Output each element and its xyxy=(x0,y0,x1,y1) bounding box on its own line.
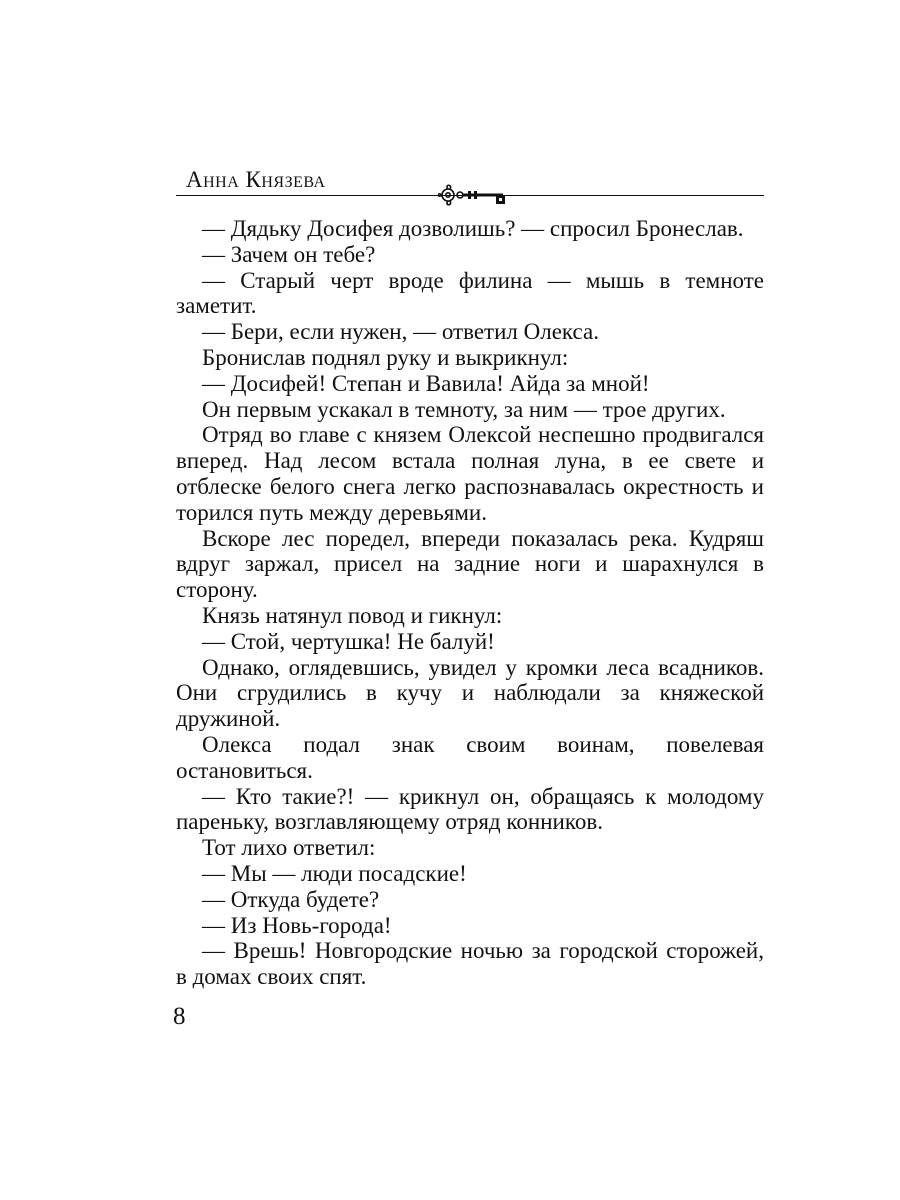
paragraph: — Кто такие?! — крикнул он, обращаясь к молодому пареньку, возглавляющему отряд конников. xyxy=(176,783,764,835)
body-text xyxy=(176,216,764,990)
paragraph: — Дядьку Досифея дозволишь? — спросил Бронеслав. xyxy=(202,216,744,241)
paragraph: — Мы — люди посадские! xyxy=(202,860,467,886)
paragraph: — Стой, чертушка! Не балуй! xyxy=(202,628,495,654)
paragraph: Бронислав поднял руку и выкрикнул: xyxy=(202,344,569,370)
paragraph: Тот лихо ответил: xyxy=(202,835,376,861)
paragraph: — Досифей! Степан и Вавила! Айда за мной! xyxy=(202,370,650,396)
key-icon xyxy=(438,180,516,210)
paragraph: Вскоре лес поредел, впереди показалась река. Кудряш вдруг заржал, присел на задние ноги и шарахнулся в сторону. xyxy=(176,525,764,603)
paragraph: — Зачем он тебе? xyxy=(202,241,376,267)
paragraph: Он первым ускакал в темноту, за ним — трое других. xyxy=(202,396,726,422)
paragraph: Князь натянул повод и гикнул: xyxy=(202,602,503,628)
paragraph: Олекса подал знак своим воинам, повелевая остановиться. xyxy=(176,731,764,783)
paragraph: — Бери, если нужен, — ответил Олекса. xyxy=(202,319,599,345)
paragraph: — Откуда будете? xyxy=(202,886,380,912)
paragraph: — Из Новь-города! xyxy=(202,912,392,938)
paragraph: Однако, оглядевшись, увидел у кромки леса всадников. Они сгрудились в кучу и наблюдали за княжеской дружиной. xyxy=(176,654,764,732)
paragraph: Отряд во главе с князем Олексой неспешно продвигался вперед. Над лесом встала полная луна, в ее свете и отблеске белого снега легко распознавалась окрестность и торился путь между деревьями. xyxy=(176,422,764,525)
paragraph: — Врешь! Новгородские ночью за городской сторожей, в домах своих спят. xyxy=(176,938,764,990)
running-header-author: Анна Князева xyxy=(186,167,326,192)
paragraph: — Старый черт вроде филина — мышь в темноте заметит. xyxy=(176,267,764,319)
page-number: 8 xyxy=(173,1003,186,1030)
